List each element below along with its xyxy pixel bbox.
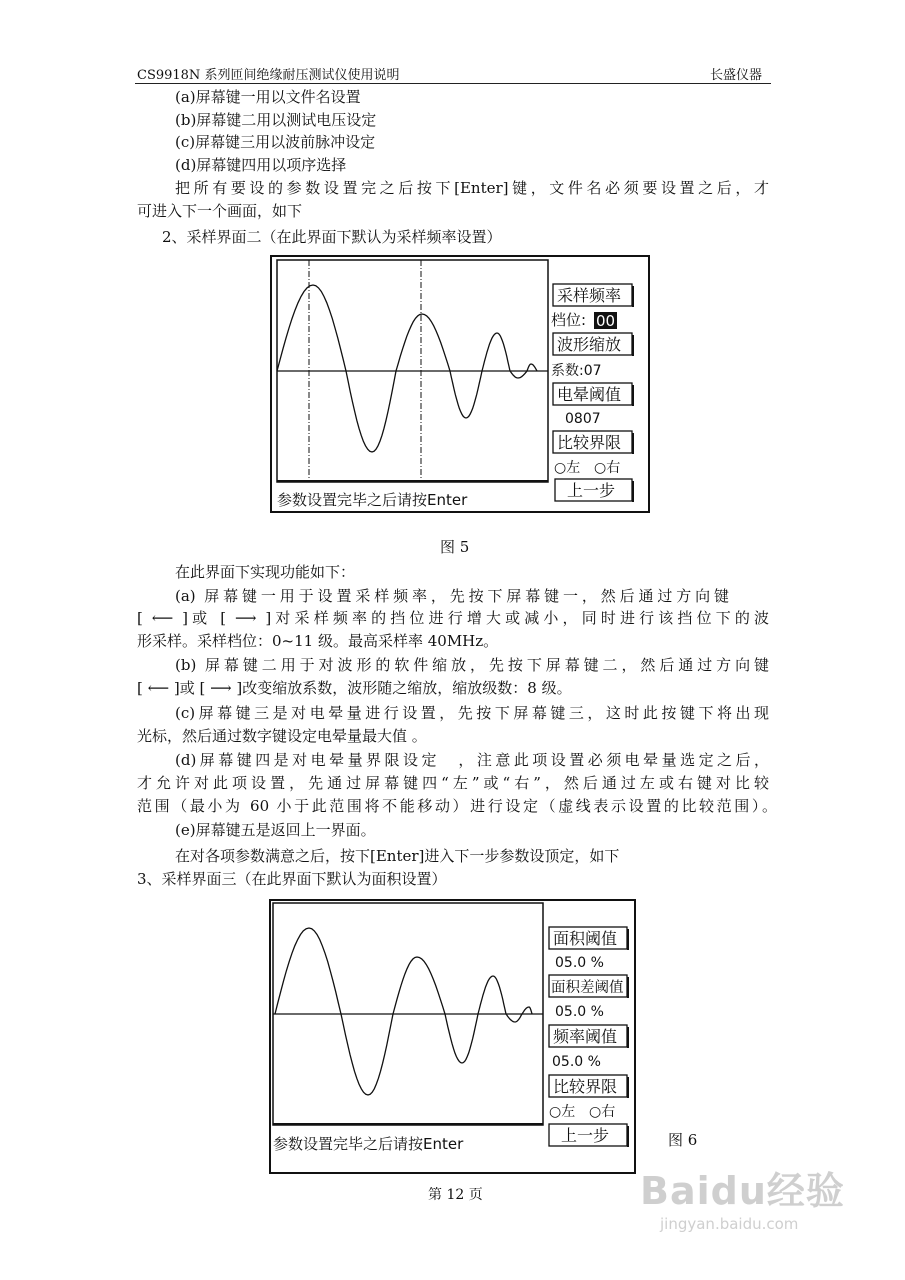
header-rule [135,83,771,84]
btn-compare-limit[interactable] [553,431,633,454]
radio-left[interactable]: ○左 [554,460,581,476]
svg-text:比较界限: 比较界限 [557,433,622,452]
threshold-value[interactable]: 0807 [565,411,601,427]
btn-corona-threshold[interactable] [553,383,633,406]
page-number: 第 12 页 [428,1187,483,1203]
line: (a) 屏幕键一用于设置采样频率，先按下屏幕键一，然后通过方向键 [175,587,729,605]
radio-left[interactable]: ○左 [549,1104,576,1120]
area-diff-threshold-value[interactable]: 05.0 % [555,1004,604,1020]
coef-value: 系数:07 [551,363,602,379]
baidu-watermark [640,1160,870,1250]
section-heading: 2、采样界面二（在此界面下默认为采样频率设置） [162,228,502,246]
line: 在此界面下实现功能如下： [175,563,356,581]
btn-waveform-zoom[interactable] [553,333,633,356]
line: (a)屏幕键一用以文件名设置 [175,88,361,106]
svg-text:面积阈值: 面积阈值 [553,929,618,948]
line: (d)屏幕键四是对电晕量界限设定 ，注意此项设置必须电晕量选定之后， [175,751,769,769]
svg-text:比较界限: 比较界限 [553,1077,618,1096]
svg-text:电晕阈值: 电晕阈值 [557,385,622,404]
figure-6-caption: 图 6 [668,1131,698,1149]
figure-5-screen [270,255,652,515]
line: (c)屏幕键三是对电晕量进行设置，先按下屏幕键三，这时此按键下将出现 [175,704,769,722]
prompt-text: 参数设置完毕之后请按Enter [277,491,468,509]
figure-5-caption: 图 5 [440,538,470,556]
line: 光标，然后通过数字键设定电晕量最大值 。 [137,727,427,745]
line: [ ⟵ ]或 [ ⟶ ]对采样频率的挡位进行增大或减小，同时进行该挡位下的波 [137,609,769,627]
header-title: CS9918N 系列匝间绝缘耐压测试仪使用说明 [137,68,400,83]
line: 才允许对此项设置，先通过屏幕键四“左”或“右”，然后通过左或右键对比较 [137,774,769,792]
gear-value[interactable]: 00 [596,312,616,330]
gear-label: 档位: [551,311,587,329]
radio-right[interactable]: ○右 [589,1104,616,1120]
line: (e)屏幕键五是返回上一界面。 [175,821,376,839]
btn-freq-threshold[interactable] [549,1025,628,1048]
line: 在对各项参数满意之后，按下[Enter]进入下一步参数设顶定，如下 [175,847,620,865]
watermark-logo: Baidu经验 [640,1169,845,1213]
line: (d)屏幕键四用以项序选择 [175,156,347,174]
line: (b) 屏幕键二用于对波形的软件缩放，先按下屏幕键二，然后通过方向键 [175,656,769,674]
area-threshold-value[interactable]: 05.0 % [555,955,604,971]
btn-back[interactable] [555,479,633,502]
btn-area-threshold[interactable] [549,927,628,950]
watermark-url: jingyan.baidu.com [660,1215,799,1233]
svg-text:面积差阈值: 面积差阈值 [551,980,624,996]
svg-text:上一步: 上一步 [567,481,616,500]
svg-text:上一步: 上一步 [561,1126,610,1145]
header-brand: 长盛仪器 [710,68,763,83]
btn-area-diff-threshold[interactable] [549,975,628,998]
line: (c)屏幕键三用以波前脉冲设定 [175,133,376,151]
line: [ ⟵ ]或 [ ⟶ ]改变缩放系数，波形随之缩放，缩放级数：8 级。 [137,679,572,697]
line: 可进入下一个画面，如下 [137,202,303,220]
line: 把所有要设的参数设置完之后按下[Enter]键，文件名必须要设置之后，才 [175,179,769,197]
radio-right[interactable]: ○右 [594,460,621,476]
svg-text:采样频率: 采样频率 [557,286,622,305]
prompt-text: 参数设置完毕之后请按Enter [273,1135,464,1153]
btn-sample-freq[interactable] [553,284,633,307]
line: (b)屏幕键二用以测试电压设定 [175,111,377,129]
btn-compare-limit[interactable] [549,1075,628,1098]
btn-back[interactable] [549,1124,628,1147]
line: 形采样。采样档位：0~11 级。最高采样率 40MHz。 [137,632,499,650]
line: 范围（最小为 60 小于此范围将不能移动）进行设定（虚线表示设置的比较范围）。 [137,797,777,815]
section-heading: 3、采样界面三（在此界面下默认为面积设置） [137,870,447,888]
figure-6-screen [265,895,640,1177]
freq-threshold-value[interactable]: 05.0 % [552,1054,601,1070]
svg-text:频率阈值: 频率阈值 [553,1027,618,1046]
svg-text:波形缩放: 波形缩放 [557,335,622,354]
